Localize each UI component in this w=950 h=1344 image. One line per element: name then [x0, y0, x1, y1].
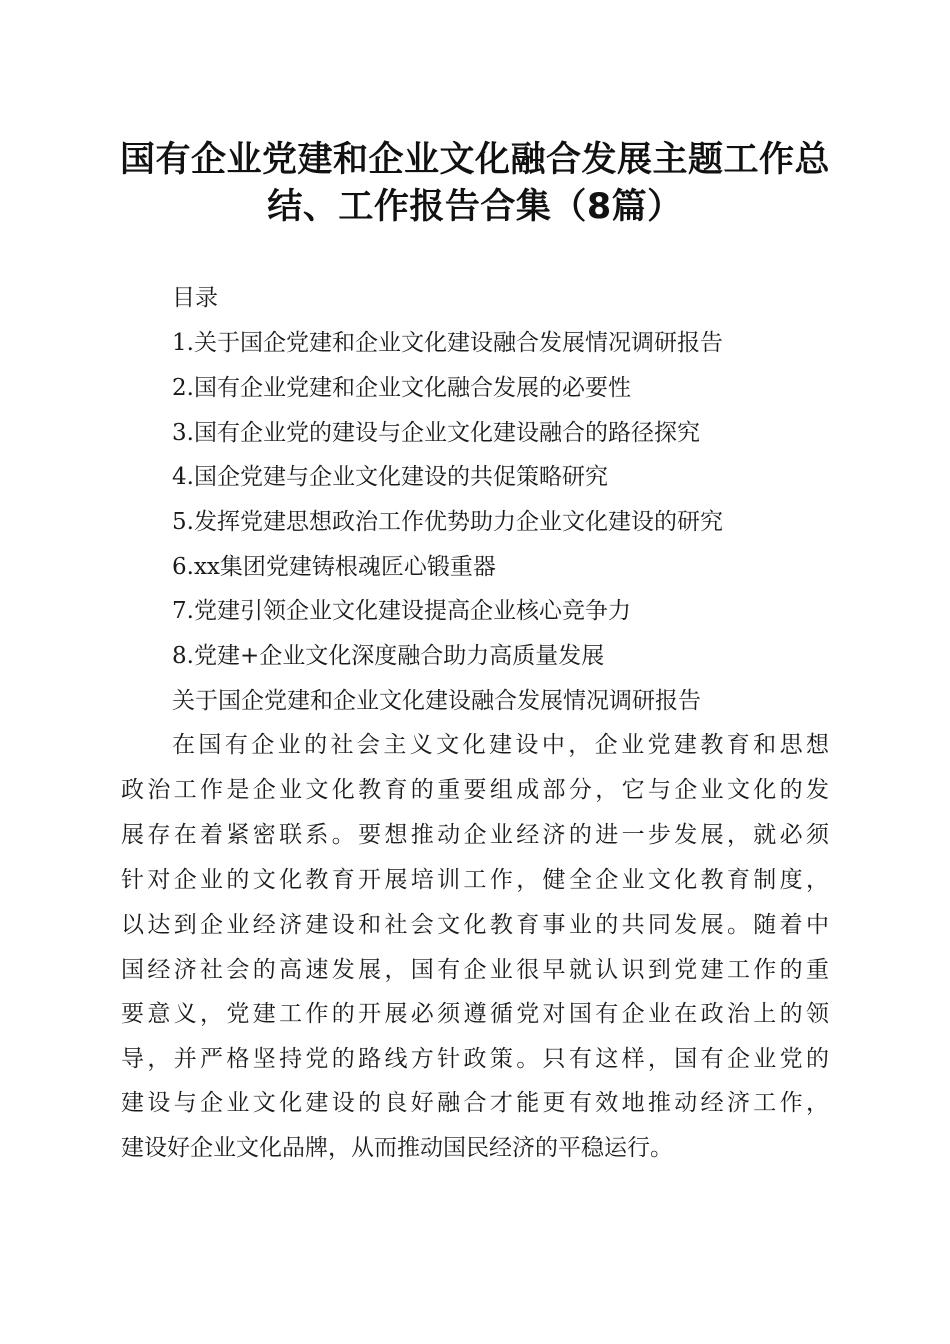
paragraph-line: 导，并严格坚持党的路线方针政策。只有这样，国有企业党的 [121, 1046, 829, 1072]
paragraph-line: 以达到企业经济建设和社会文化教育事业的共同发展。随着中 [121, 912, 829, 938]
paragraph-line: 展存在着紧密联系。要想推动企业经济的进一步发展，就必须 [121, 822, 829, 848]
toc-item: 4.国企党建与企业文化建设的共促策略研究 [172, 464, 608, 490]
toc-item: 7.党建引领企业文化建设提高企业核心竞争力 [172, 598, 631, 624]
paragraph-line: 针对企业的文化教育开展培训工作，健全企业文化教育制度， [121, 867, 829, 893]
paragraph-line: 在国有企业的社会主义文化建设中，企业党建教育和思想 [172, 732, 829, 758]
document-title-line-1: 国有企业党建和企业文化融合发展主题工作总 [119, 140, 830, 180]
paragraph-line: 要意义，党建工作的开展必须遵循党对国有企业在政治上的领 [121, 1001, 829, 1027]
toc-item: 5.发挥党建思想政治工作优势助力企业文化建设的研究 [172, 509, 723, 535]
toc-item: 6.xx集团党建铸根魂匠心锻重器 [172, 554, 496, 580]
toc-heading: 目录 [172, 285, 218, 311]
toc-item: 2.国有企业党建和企业文化融合发展的必要性 [172, 375, 631, 401]
toc-item: 3.国有企业党的建设与企业文化建设融合的路径探究 [172, 420, 700, 446]
paragraph-line: 政治工作是企业文化教育的重要组成部分，它与企业文化的发 [121, 777, 829, 803]
section-title: 关于国企党建和企业文化建设融合发展情况调研报告 [172, 688, 701, 714]
toc-item: 1.关于国企党建和企业文化建设融合发展情况调研报告 [172, 330, 723, 356]
toc-item: 8.党建+企业文化深度融合助力高质量发展 [172, 643, 605, 669]
paragraph-line: 建设与企业文化建设的良好融合才能更有效地推动经济工作， [121, 1090, 829, 1116]
paragraph-line: 建设好企业文化品牌，从而推动国民经济的平稳运行。 [121, 1135, 673, 1161]
paragraph-line: 国经济社会的高速发展，国有企业很早就认识到党建工作的重 [121, 957, 829, 983]
document-title-line-2: 结、工作报告合集（8篇） [267, 187, 683, 227]
